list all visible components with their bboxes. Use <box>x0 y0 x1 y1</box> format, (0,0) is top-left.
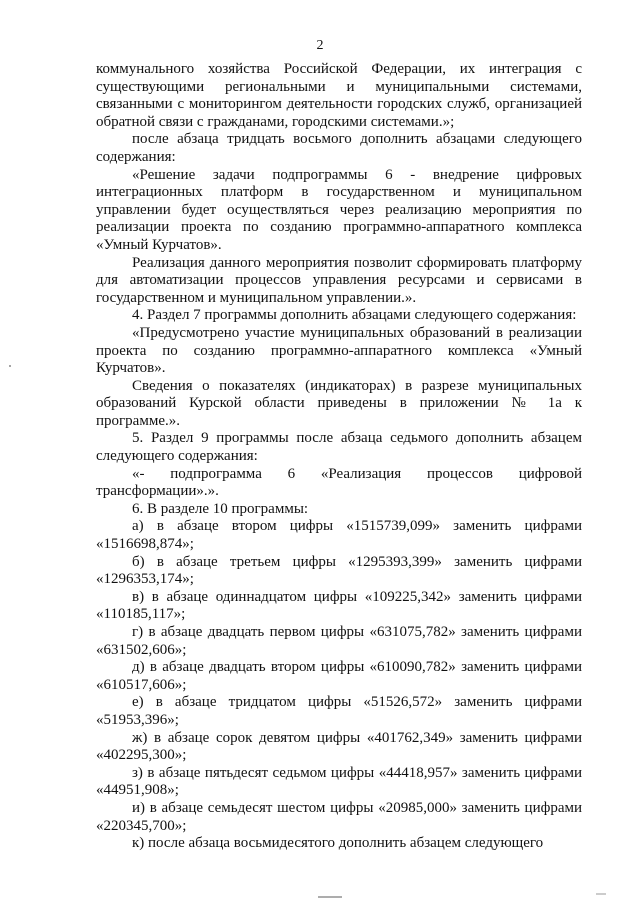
list-item: к) после абзаца восьмидесятого дополнить абзацем следующего <box>132 835 544 852</box>
paragraph: «Решение задачи подпрограммы 6 - внедрение цифровых интеграционных платформ в государственном и муниципальном управлении будет осуществляться через реализацию мероприятия по реализации проекта по созданию программно-аппаратного комплекса «Умный Курчатов». <box>96 166 582 253</box>
list-item: а) в абзаце втором цифры «1515739,099» заменить цифрами «1516698,874»; <box>96 518 582 553</box>
page-number: 2 <box>316 38 324 53</box>
paragraph: 5. Раздел 9 программы после абзаца седьмого дополнить абзацем следующего содержания: <box>96 430 582 465</box>
list-item: ж) в абзаце сорок девятом цифры «401762,349» заменить цифрами «402295,300»; <box>96 729 582 764</box>
document-body <box>96 61 582 853</box>
list-item: в) в абзаце одиннадцатом цифры «109225,342» заменить цифрами «110185,117»; <box>96 588 582 623</box>
paragraph: Сведения о показателях (индикаторах) в разрезе муниципальных образований Курской области приведены в приложении № 1а к программе.». <box>96 377 582 429</box>
list-item: е) в абзаце тридцатом цифры «51526,572» заменить цифрами «51953,396»; <box>96 694 582 728</box>
list-item: и) в абзаце семьдесят шестом цифры «20985,000» заменить цифрами «220345,700»; <box>96 799 582 834</box>
scan-artifact <box>318 896 342 898</box>
paragraph: коммунального хозяйства Российской Федерации, их интеграция с существующими региональными и муниципальными системами, связанными с мониторингом деятельности городских служб, организацией обратной связи с гражданами, городскими системами.»; <box>96 61 582 130</box>
list-item: б) в абзаце третьем цифры «1295393,399» заменить цифрами «1296353,174»; <box>96 553 582 588</box>
paragraph: «Предусмотрено участие муниципальных образований в реализации проекта по созданию программно-аппаратного комплекса «Умный Курчатов». <box>96 324 582 377</box>
paragraph: после абзаца тридцать восьмого дополнить абзацами следующего содержания: <box>96 131 582 165</box>
scan-artifact <box>596 893 606 899</box>
paragraph: «- подпрограмма 6 «Реализация процессов цифровой трансформации».». <box>96 465 582 500</box>
list-item: д) в абзаце двадцать втором цифры «610090,782» заменить цифрами «610517,606»; <box>96 659 582 693</box>
scan-speck <box>9 365 11 367</box>
list-item: з) в абзаце пятьдесят седьмом цифры «44418,957» заменить цифрами «44951,908»; <box>96 764 582 799</box>
list-item: г) в абзаце двадцать первом цифры «631075,782» заменить цифрами «631502,606»; <box>96 624 582 658</box>
paragraph: Реализация данного мероприятия позволит сформировать платформу для автоматизации процессов управления ресурсами и сервисами в государственном и муниципальном управлении.». <box>96 254 582 306</box>
paragraph: 6. В разделе 10 программы: <box>132 500 309 517</box>
paragraph: 4. Раздел 7 программы дополнить абзацами следующего содержания: <box>132 307 577 324</box>
